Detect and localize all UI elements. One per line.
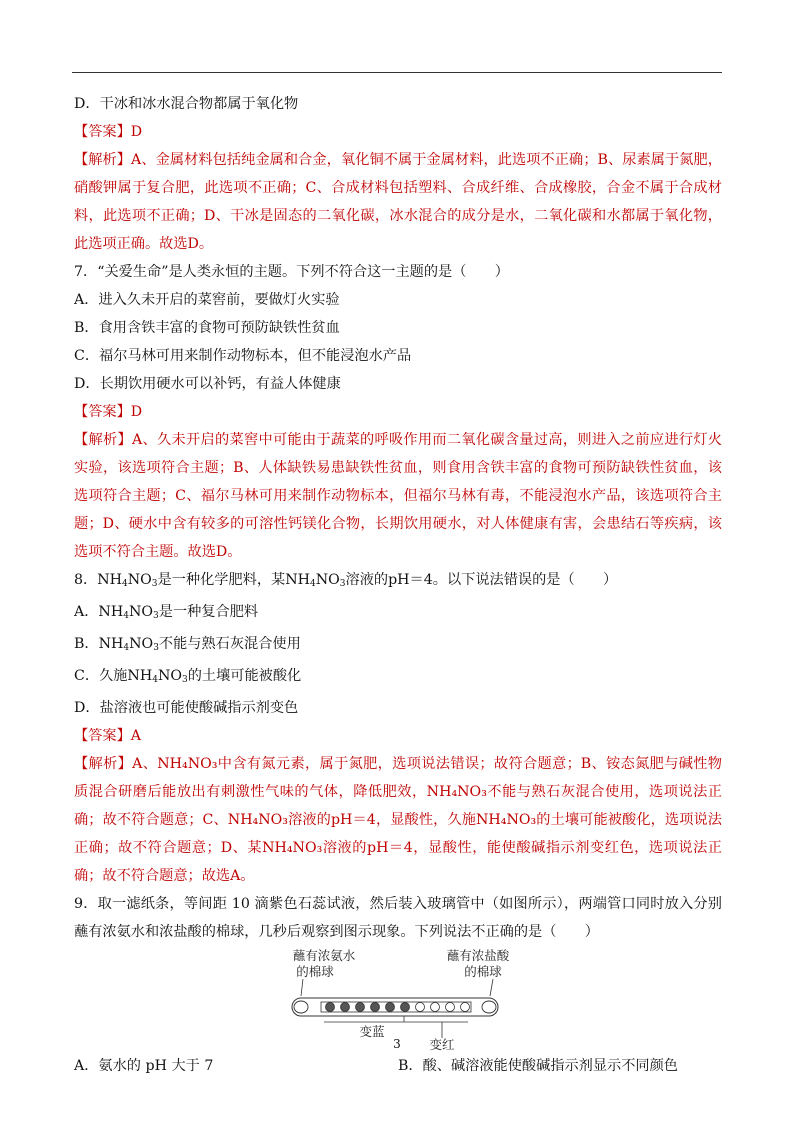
- header-rule: [72, 72, 722, 73]
- right-label-line2: 的棉球: [464, 964, 502, 979]
- q8-option-b: B．$NH_4NO_3$不能与熟石灰混合使用: [74, 636, 301, 653]
- q9-option-a: A．氨水的 pH 大于 7: [74, 1058, 214, 1074]
- page-number: 3: [393, 1037, 401, 1051]
- red-drop: [446, 1003, 455, 1012]
- left-cotton-ball: [294, 1001, 308, 1013]
- q9-stem: 9．取一滤纸条，等间距 10 滴紫色石蕊试液，然后装入玻璃管中（如图所示），两端管口同时放入分别蘸有浓氨水和浓盐酸的棉球，几秒后观察到图示现象。下列说法不正确的是（ ）: [74, 896, 722, 940]
- right-label-line1: 蘸有浓盐酸: [446, 948, 510, 963]
- left-pointer-line: [301, 979, 303, 996]
- right-pointer-line: [490, 979, 493, 996]
- blue-drop: [356, 1003, 365, 1012]
- red-drop: [431, 1003, 440, 1012]
- q7-answer: 【答案】D: [74, 404, 143, 420]
- q7-analysis: 【解析】A、久未开启的菜窖中可能由于蔬菜的呼吸作用而二氧化碳含量过高，则进入之前应进行灯火实验，该选项符合主题；B、人体缺铁易患缺铁性贫血，则食用含铁丰富的食物可预防缺铁性贫血，该选项符合主题；C、福尔马林可用来制作动物标本，但福尔马林有毒，不能浸泡水产品，该选项符合主题；D、硬水中含有较多的可溶性钙镁化合物，长期饮用硬水，对人体健康有害，会患结石等疾病，该选项不符合主题。故选D。: [74, 432, 722, 560]
- q7-stem: 7．“关爱生命”是人类永恒的主题。下列不符合这一主题的是（ ）: [74, 264, 509, 280]
- left-label-line1: 蘸有浓氨水: [292, 948, 356, 963]
- red-drop: [416, 1003, 425, 1012]
- red-label: 变红: [429, 1037, 455, 1052]
- q9-option-b: B．酸、碱溶液能使酸碱指示剂显示不同颜色: [398, 1058, 678, 1074]
- blue-drop: [401, 1003, 410, 1012]
- q7-option-c: C．福尔马林可用来制作动物标本，但不能浸泡水产品: [74, 348, 412, 364]
- right-cotton-ball: [482, 1001, 496, 1013]
- q8-option-a: A．$NH_4NO_3$是一种复合肥料: [74, 604, 259, 621]
- left-label-line2: 的棉球: [296, 964, 334, 979]
- q7-option-d: D．长期饮用硬水可以补钙，有益人体健康: [74, 376, 341, 392]
- blue-drop: [341, 1003, 350, 1012]
- prev-question-option-d: D．干冰和冰水混合物都属于氧化物: [74, 96, 299, 112]
- q7-option-a: A．进入久未开启的菜窖前，要做灯火实验: [74, 292, 340, 308]
- page-content: [74, 90, 722, 1080]
- red-drop: [461, 1003, 470, 1012]
- q6-answer: 【答案】D: [74, 124, 143, 140]
- blue-drop: [386, 1003, 395, 1012]
- blue-label: 变蓝: [359, 1024, 385, 1039]
- blue-drop: [371, 1003, 380, 1012]
- q8-analysis: 【解析】A、NH₄NO₃中含有氮元素，属于氮肥，选项说法错误；故符合题意；B、铵态氮肥与碱性物质混合研磨后能放出有刺激性气味的气体，降低肥效，NH₄NO₃不能与熟石灰混合使用，选项说法正确；故不符合题意；C、NH₄NO₃溶液的pH＝4，显酸性，久施NH₄NO₃的土壤可能被酸化，选项说法正确；故不符合题意；D、某NH₄NO₃溶液的pH＝4，显酸性，能使酸碱指示剂变红色，选项说法正确；故不符合题意；故选A。: [74, 756, 722, 884]
- q8-option-d: D．盐溶液也可能使酸碱指示剂变色: [74, 700, 299, 716]
- q8-answer: 【答案】A: [74, 728, 141, 744]
- blue-drop: [326, 1003, 335, 1012]
- litmus-drops: [326, 1003, 470, 1012]
- q6-analysis: 【解析】A、金属材料包括纯金属和合金，氧化铜不属于金属材料，此选项不正确；B、尿素属于氮肥，硝酸钾属于复合肥，此选项不正确；C、合成材料包括塑料、合成纤维、合成橡胶，合金不属于合成材料，此选项不正确；D、干冰是固态的二氧化碳，冰水混合的成分是水，二氧化碳和水都属于氧化物，此选项正确。故选D。: [74, 152, 722, 252]
- q8-option-c: C．久施$NH_4NO_3$的土壤可能被酸化: [74, 668, 302, 685]
- q8-stem: 8．$NH_4NO_3$是一种化学肥料，某$NH_4NO_3$溶液的pH＝4。以下说法错误的是（ ）: [74, 572, 618, 589]
- q7-option-b: B．食用含铁丰富的食物可预防缺铁性贫血: [74, 320, 340, 336]
- q9-options-row: [74, 1052, 722, 1080]
